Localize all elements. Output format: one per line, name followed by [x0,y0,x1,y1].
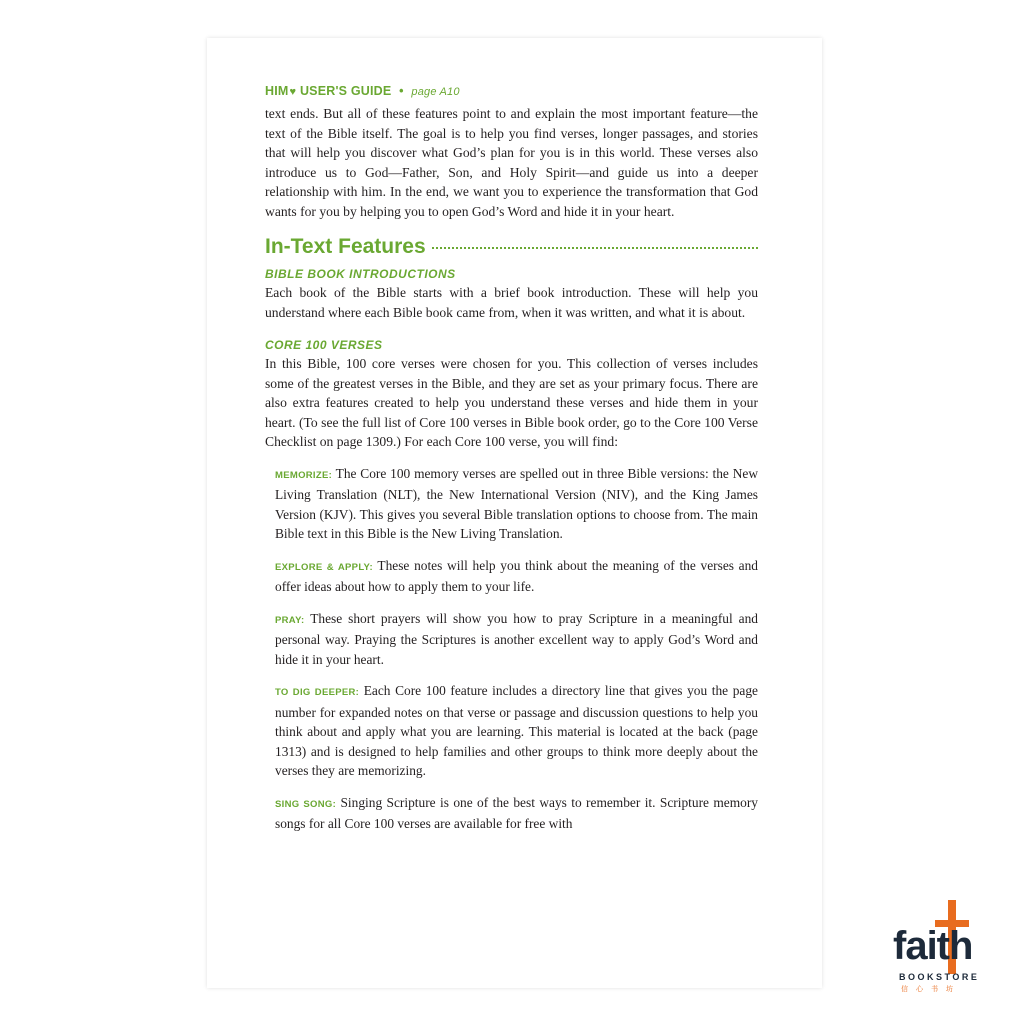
core100-heading: CORE 100 VERSES [265,338,383,352]
feature-sing-song [275,793,758,834]
book-intro-heading: BIBLE BOOK INTRODUCTIONS [265,267,456,281]
feature-pray [275,609,758,670]
faith-bookstore-logo [893,898,993,998]
heart-icon: ♥ [289,86,297,98]
dotted-leader [432,247,758,249]
feature-explore-apply [275,556,758,597]
feature-text: Singing Scripture is one of the best ways to remember it. Scripture memory songs for all Core 100 verses are available for free with [275,794,758,831]
section-heading [265,235,758,259]
feature-label: SING SONG: [275,798,337,810]
page-content [265,84,758,834]
feature-memorize [275,464,758,544]
feature-text: Each Core 100 feature includes a directory line that gives you the page number for expanded notes on that verse or passage and discussion questions to help you think about and apply what you are learning. This material is located at the back (page 1313) and is designed to help families and other groups to think more deeply about the verses they are memorizing. [275,683,758,778]
feature-label: PRAY: [275,614,305,626]
feature-label: MEMORIZE: [275,469,333,481]
logo-chinese: 信心书坊 [901,985,961,993]
feature-label: TO DIG DEEPER: [275,687,360,698]
feature-text: The Core 100 memory verses are spelled out in three Bible versions: the New Living Translation (NLT), the New International Version (NIV), and the King James Version (KJV). This gives you several Bible translation options to choose from. The main Bible text in this Bible is the New Living Translation. [275,465,758,541]
running-header [265,84,758,98]
header-brand: HIM [265,84,289,98]
book-intro-text: Each book of the Bible starts with a brief book introduction. These will help you understand where each Bible book came from, when it was written, and what it is about. [265,285,758,320]
feature-text: These short prayers will show you how to pray Scripture in a meaningful and personal way. Praying the Scriptures is another excellent way to apply God’s Word and hide it in your heart. [275,610,758,667]
feature-text: These notes will help you think about the meaning of the verses and offer ideas about how to apply them to your life. [275,557,759,594]
intro-paragraph: text ends. But all of these features point to and explain the most important feature—the text of the Bible itself. The goal is to help you find verses, longer passages, and stories that will help you discover what God’s plan for you is in this world. These verses also introduce us to God—Father, Son, and Holy Spirit—and guide us into a deeper relationship with him. In the end, we want you to experience the transformation that God wants for you by helping you to open God’s Word and hide it in your heart. [265,106,758,219]
header-page-number: page A10 [411,86,460,98]
section-title-text: In-Text Features [265,235,426,258]
core100-text: In this Bible, 100 core verses were chosen for you. This collection of verses includes some of the greatest verses in the Bible, and they are set as your primary focus. There are also extra features created to help you understand these verses and hide them in your heart. (To see the full list of Core 100 verses in Bible book order, go to the Core 100 Verse Checklist on page 1309.) For each Core 100 verse, you will find: [265,356,758,449]
header-separator: • [399,84,404,98]
feature-dig-deeper [275,681,758,781]
feature-label: EXPLORE & APPLY: [275,561,373,573]
logo-bookstore: BOOKSTORE [899,972,980,982]
header-guide: USER'S GUIDE [299,84,392,98]
logo-word: faith [893,924,973,968]
book-page [207,38,822,988]
